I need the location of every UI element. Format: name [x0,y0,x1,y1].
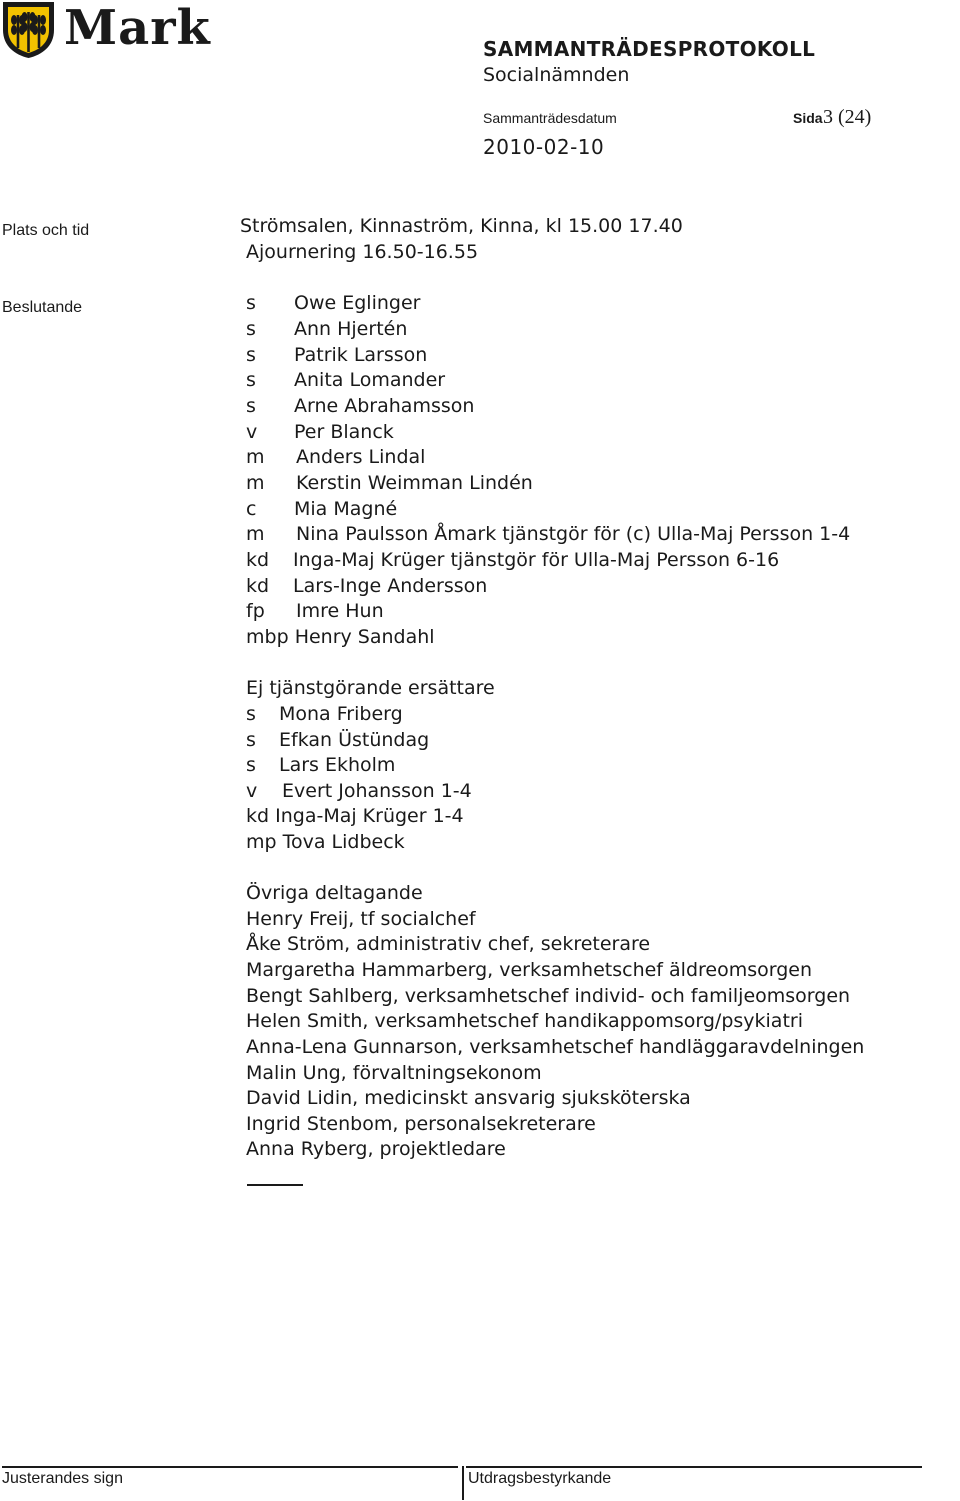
list-item: Åke Ström, administrativ chef, sekreterare [246,933,651,955]
list-item [246,830,405,856]
member-name: Evert Johansson 1-4 [282,780,472,802]
list-item: Ingrid Stenbom, personalsekreterare [246,1113,596,1135]
list-item: Anna Ryberg, projektledare [246,1138,506,1160]
meeting-date: 2010-02-10 [483,135,605,159]
member-name: Lars-Inge Andersson [293,575,488,597]
page-label: Sida [793,110,823,126]
member-name: Arne Abrahamsson [294,395,475,417]
list-item: Bengt Sahlberg, verksamhetschef individ- och familjeomsorgen [246,985,851,1007]
substitutes-heading: Ej tjänstgörande ersättare [246,677,495,699]
member-name: Efkan Üstündag [279,729,430,751]
list-item: Henry Freij, tf socialchef [246,908,476,930]
member-name: Mia Magné [294,498,398,520]
member-name: Imre Hun [296,600,384,622]
list-item [246,804,464,830]
member-name: Inga-Maj Krüger tjänstgör för Ulla-Maj Persson 6-16 [293,549,780,571]
list-item: Helen Smith, verksamhetschef handikappomsorg/psykiatri [246,1010,803,1032]
decision-makers-label: Beslutande [2,299,83,316]
member-name: Lars Ekholm [279,754,396,776]
member-name: Henry Sandahl [294,626,435,648]
member-name: Anita Lomander [294,369,446,391]
place-time-line: Strömsalen, Kinnaström, Kinna, kl 15.00 17.40 [240,215,683,237]
member-name: Mona Friberg [279,703,403,725]
list-item: Malin Ung, förvaltningsekonom [246,1062,542,1084]
page-number: 3 (24) [823,106,872,128]
party-code: mbp [246,626,289,648]
signature-rule [247,1184,303,1186]
logo-wordmark: Mark [64,0,211,56]
party-code: v [246,421,258,443]
member-name: Tova Lidbeck [282,831,405,853]
party-code: kd [246,805,270,827]
member-name: Ann Hjertén [294,318,408,340]
member-name: Patrik Larsson [294,344,428,366]
meeting-date-label: Sammanträdesdatum [483,110,617,126]
member-name: Nina Paulsson Åmark tjänstgör för (c) Ulla-Maj Persson 1-4 [296,523,851,545]
party-code: m [246,446,265,468]
party-code: m [246,523,265,545]
list-item [246,625,435,651]
party-code: s [246,292,256,314]
extract-certification-label: Utdragsbestyrkande [468,1470,612,1487]
party-code: s [246,754,256,776]
member-name: Per Blanck [294,421,394,443]
party-code: mp [246,831,277,853]
party-code: c [246,498,257,520]
list-item: David Lidin, medicinskt ansvarig sjuksköterska [246,1087,691,1109]
party-code: s [246,369,256,391]
footer-rule-right [466,1466,922,1468]
party-code: m [246,472,265,494]
place-time-label: Plats och tid [2,222,90,239]
party-code: s [246,318,256,340]
municipality-logo [0,0,222,60]
party-code: fp [246,600,265,622]
party-code: v [246,780,258,802]
list-item: Margaretha Hammarberg, verksamhetschef äldreomsorgen [246,959,813,981]
party-code: s [246,703,256,725]
member-name: Owe Eglinger [294,292,421,314]
others-heading: Övriga deltagande [246,882,423,904]
footer-rule-left [2,1466,458,1468]
footer-separator [462,1466,464,1500]
justifier-signature-label: Justerandes sign [2,1470,123,1487]
coat-of-arms-icon [0,0,60,60]
party-code: kd [246,549,270,571]
member-name: Kerstin Weimman Lindén [296,472,533,494]
party-code: s [246,729,256,751]
member-name: Inga-Maj Krüger 1-4 [275,805,464,827]
organization-name: Socialnämnden [483,64,630,86]
list-item: Anna-Lena Gunnarson, verksamhetschef handläggaravdelningen [246,1036,865,1058]
member-name: Anders Lindal [296,446,426,468]
document-title: SAMMANTRÄDESPROTOKOLL [483,37,816,61]
adjournment-line: Ajournering 16.50-16.55 [246,241,479,263]
party-code: kd [246,575,270,597]
party-code: s [246,395,256,417]
party-code: s [246,344,256,366]
